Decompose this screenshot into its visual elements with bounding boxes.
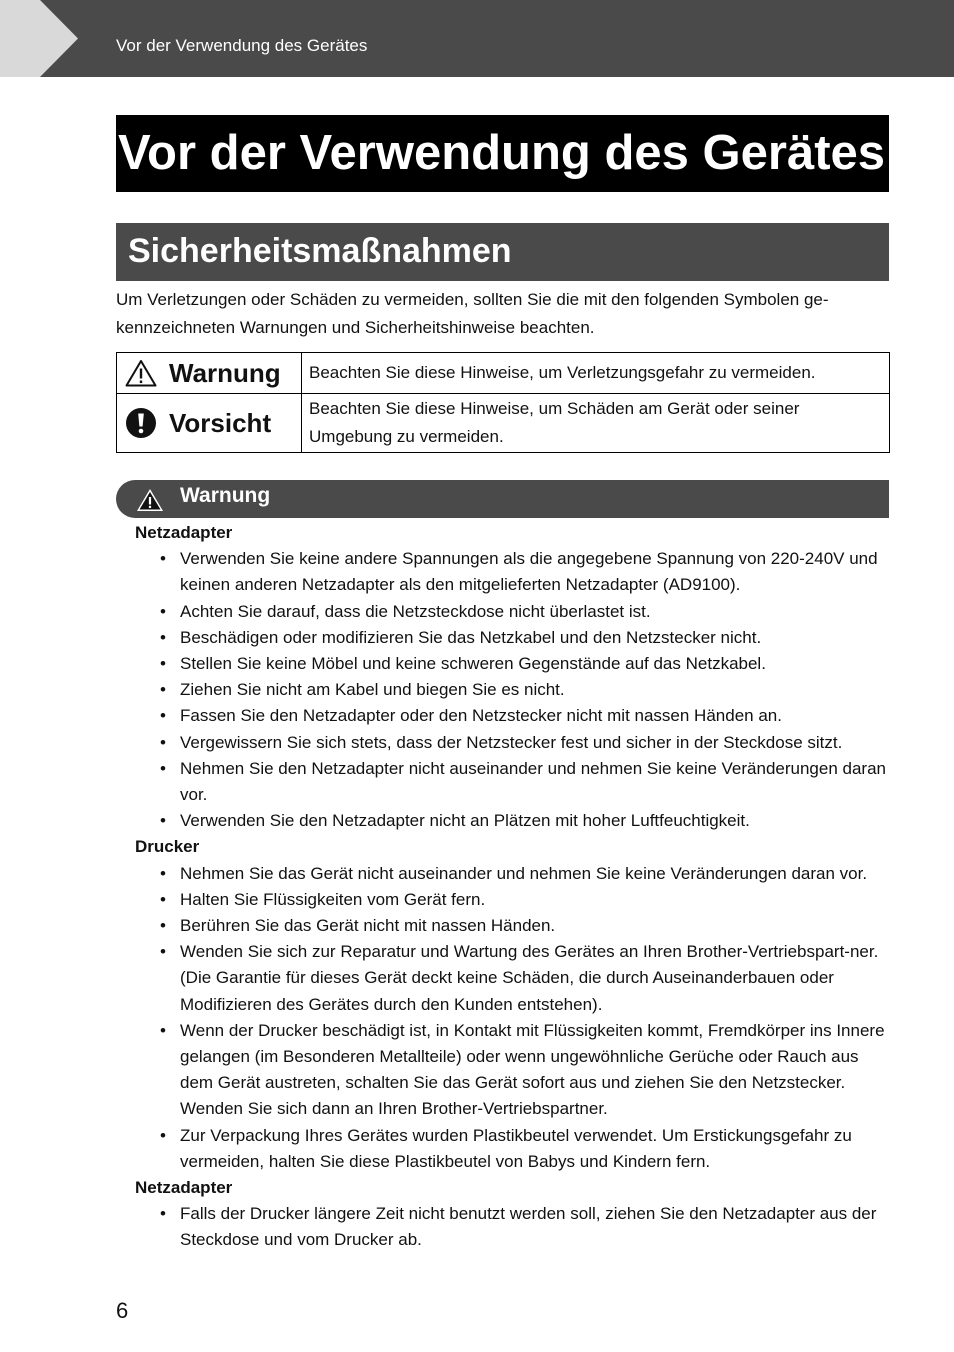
list-item bbox=[135, 887, 890, 913]
bullet-marker: • bbox=[160, 942, 166, 962]
caution-description: Beachten Sie diese Hinweise, um Schäden am Gerät oder seiner Umgebung zu vermeiden. bbox=[309, 399, 800, 446]
list-item bbox=[135, 730, 890, 756]
intro-paragraph: Um Verletzungen oder Schäden zu vermeiden, sollten Sie die mit den folgenden Symbolen ge-kennzeichneten Warnungen und Sicherheitshinweise beachten. bbox=[116, 290, 829, 337]
list-item bbox=[135, 861, 890, 887]
warning-description: Beachten Sie diese Hinweise, um Verletzungsgefahr zu vermeiden. bbox=[309, 363, 816, 382]
page-number: 6 bbox=[116, 1298, 129, 1323]
header-tab-shape bbox=[0, 0, 78, 77]
bullet-marker: • bbox=[160, 889, 166, 909]
list-item bbox=[135, 756, 890, 808]
bullet-list bbox=[135, 1201, 890, 1253]
caution-label: Vorsicht bbox=[169, 407, 272, 438]
list-item-text: Beschädigen oder modifizieren Sie das Netzkabel und den Netzstecker nicht. bbox=[180, 627, 762, 647]
list-item-text: Berühren Sie das Gerät nicht mit nassen Händen. bbox=[180, 916, 556, 936]
warning-triangle-icon bbox=[136, 488, 164, 512]
list-item-text: Wenden Sie sich zur Reparatur und Wartung des Gerätes an Ihren Brother-Vertriebspart-ner. (Die Garantie für dieses Gerät deckt keine Schäden, die durch Auseinanderbauen oder Modifizieren des Gerätes durch den Kunden entstehen). bbox=[180, 942, 879, 1014]
list-item bbox=[135, 808, 890, 834]
bullet-marker: • bbox=[160, 1020, 166, 1040]
subsection-heading: Drucker bbox=[135, 837, 200, 857]
symbol-legend-table bbox=[116, 352, 890, 453]
list-item-text: Verwenden Sie den Netzadapter nicht an Plätzen mit hoher Luftfeuchtigkeit. bbox=[180, 811, 750, 831]
warning-section-bar bbox=[116, 480, 889, 518]
list-item bbox=[135, 1201, 890, 1253]
list-item bbox=[135, 625, 890, 651]
bullet-list bbox=[135, 861, 890, 1175]
bullet-marker: • bbox=[160, 916, 166, 936]
list-item bbox=[135, 703, 890, 729]
header-bar bbox=[0, 0, 954, 77]
page-title: Vor der Verwendung des Gerätes bbox=[116, 115, 889, 192]
bullet-marker: • bbox=[160, 758, 166, 778]
list-item bbox=[135, 651, 890, 677]
list-item-text: Achten Sie darauf, dass die Netzsteckdose nicht überlastet ist. bbox=[180, 601, 651, 621]
list-item-text: Vergewissern Sie sich stets, dass der Netzstecker fest und sicher in der Steckdose sitzt. bbox=[180, 732, 843, 752]
bullet-marker: • bbox=[160, 1125, 166, 1145]
list-item-text: Verwenden Sie keine andere Spannungen als die angegebene Spannung von 220-240V und keinen anderen Netzadapter als den mitgelieferten Netzadapter (AD9100). bbox=[180, 549, 878, 595]
section-title: Sicherheitsmaßnahmen bbox=[116, 223, 889, 281]
bullet-marker: • bbox=[160, 732, 166, 752]
list-item-text: Zur Verpackung Ihres Gerätes wurden Plastikbeutel verwendet. Um Erstickungsgefahr zu vermeiden, halten Sie diese Plastikbeutel von Babys und Kindern fern. bbox=[180, 1125, 852, 1171]
subsection-heading: Netzadapter bbox=[135, 523, 233, 542]
list-item-text: Nehmen Sie den Netzadapter nicht auseinander und nehmen Sie keine Veränderungen daran vor. bbox=[180, 758, 886, 805]
symbol-row-warning bbox=[117, 353, 890, 394]
bullet-marker: • bbox=[160, 811, 166, 831]
list-item-text: Halten Sie Flüssigkeiten vom Gerät fern. bbox=[180, 889, 486, 909]
list-item-text: Ziehen Sie nicht am Kabel und biegen Sie es nicht. bbox=[180, 680, 565, 700]
list-item-text: Stellen Sie keine Möbel und keine schweren Gegenstände auf das Netzkabel. bbox=[180, 654, 766, 674]
bullet-marker: • bbox=[160, 549, 166, 569]
warning-section-label: Warnung bbox=[180, 484, 271, 507]
subsection-heading: Netzadapter bbox=[135, 1178, 233, 1198]
bullet-marker: • bbox=[160, 654, 166, 674]
list-item bbox=[135, 1018, 890, 1123]
warning-triangle-icon bbox=[125, 359, 157, 387]
bullet-marker: • bbox=[160, 601, 166, 621]
bullet-marker: • bbox=[160, 680, 166, 700]
list-item bbox=[135, 1123, 890, 1175]
list-item bbox=[135, 546, 890, 598]
bullet-marker: • bbox=[160, 706, 166, 726]
header-text: Vor der Verwendung des Gerätes bbox=[116, 36, 368, 55]
list-item-text: Nehmen Sie das Gerät nicht auseinander und nehmen Sie keine Veränderungen daran vor. bbox=[180, 863, 868, 883]
list-item-text: Falls der Drucker längere Zeit nicht benutzt werden soll, ziehen Sie den Netzadapter aus der Steckdose und vom Drucker ab. bbox=[180, 1204, 877, 1250]
warning-label: Warnung bbox=[169, 357, 281, 388]
symbol-row-caution bbox=[117, 394, 890, 453]
bullet-marker: • bbox=[160, 627, 166, 647]
caution-circle-icon bbox=[125, 407, 157, 439]
warning-content bbox=[135, 520, 890, 1254]
list-item bbox=[135, 939, 890, 1018]
bullet-marker: • bbox=[160, 863, 166, 883]
list-item-text: Fassen Sie den Netzadapter oder den Netzstecker nicht mit nassen Händen an. bbox=[180, 706, 782, 726]
list-item bbox=[135, 599, 890, 625]
bullet-list bbox=[135, 546, 890, 834]
list-item bbox=[135, 677, 890, 703]
list-item bbox=[135, 913, 890, 939]
list-item-text: Wenn der Drucker beschädigt ist, in Kontakt mit Flüssigkeiten kommt, Fremdkörper ins Innere gelangen (im Besonderen Metallteile) oder wenn ungewöhnliche Gerüche oder Rauch aus dem Gerät austreten, schalten Sie das Gerät sofort aus und ziehen Sie den Netzstecker. Wenden Sie sich dann an Ihren Brother-Vertriebspartner. bbox=[180, 1020, 885, 1119]
bullet-marker: • bbox=[160, 1204, 166, 1224]
